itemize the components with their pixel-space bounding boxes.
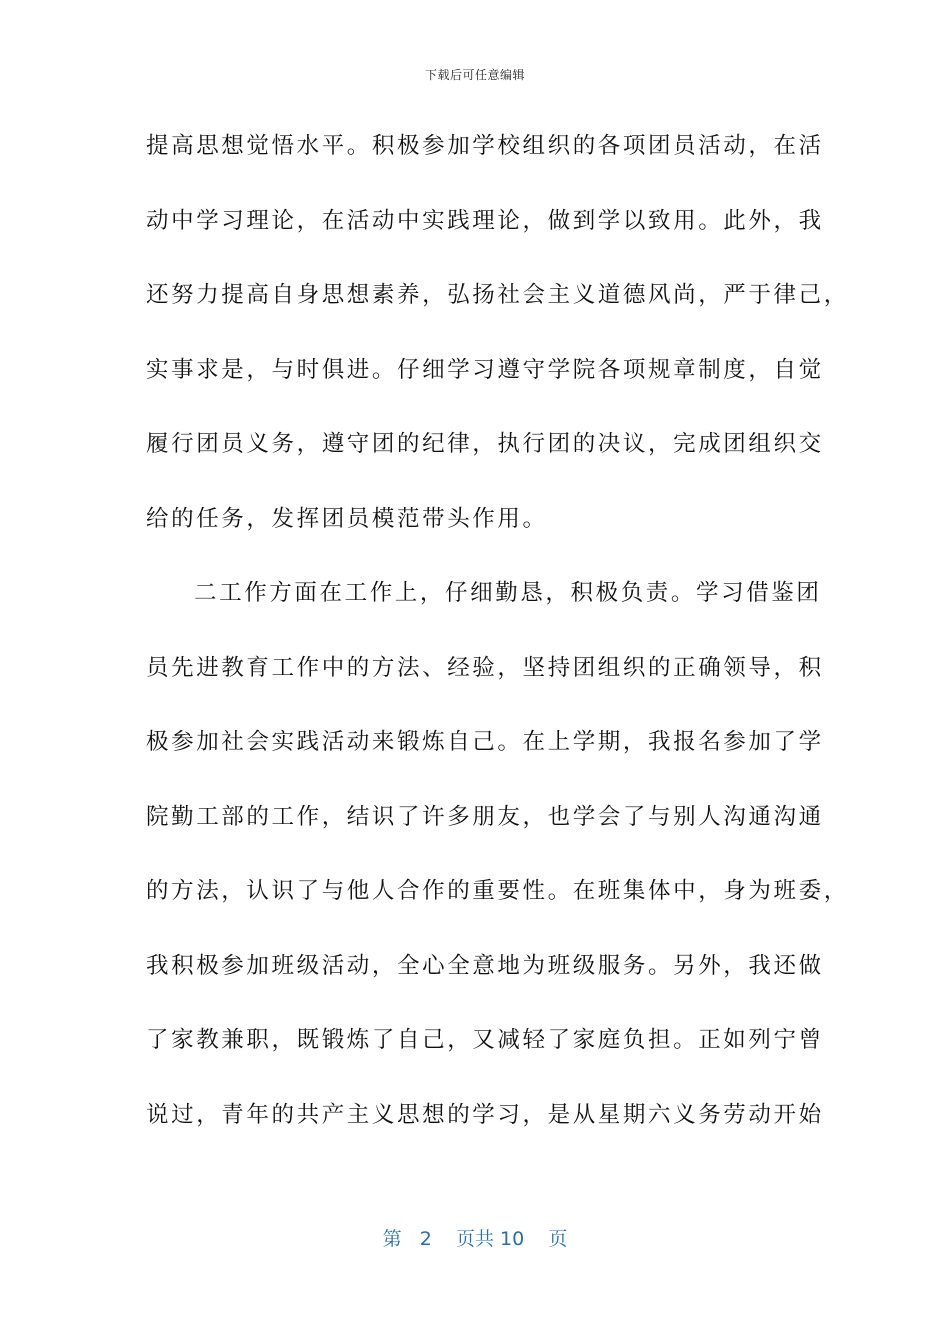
- paragraph-line: 还努力提高自身思想素养，弘扬社会主义道德风尚，严于律己，: [146, 282, 849, 308]
- page-number-footer: [0, 1224, 950, 1251]
- header-note: 下载后可任意编辑: [424, 68, 525, 82]
- page-label-prefix: 第: [382, 1228, 402, 1250]
- total-pages-number: 10: [500, 1228, 525, 1250]
- paragraph-line: 实事求是，与时俱进。仔细学习遵守学院各项规章制度，自觉: [146, 356, 824, 383]
- paragraph-line: 员先进教育工作中的方法、经验，坚持团组织的正确领导，积: [146, 654, 824, 681]
- paragraph-line: 极参加社会实践活动来锻炼自己。在上学期，我报名参加了学: [146, 729, 824, 755]
- paragraph-line: 履行团员义务，遵守团的纪律，执行团的决议，完成团组织交: [146, 431, 824, 457]
- document-body: [146, 120, 849, 1163]
- page-label-middle: 页共: [455, 1228, 494, 1250]
- paragraph-line: 了家教兼职，既锻炼了自己，又减轻了家庭负担。正如列宁曾: [146, 1027, 824, 1053]
- paragraph-line: 院勤工部的工作，结识了许多朋友，也学会了与别人沟通沟通: [146, 803, 824, 830]
- paragraph-line: 我积极参加班级活动，全心全意地为班级服务。另外，我还做: [146, 952, 824, 979]
- page-label-suffix: 页: [548, 1228, 568, 1250]
- paragraph-line: 二工作方面在工作上，仔细勤恳，积极负责。学习借鉴团: [194, 580, 822, 606]
- paragraph-line: 动中学习理论，在活动中实践理论，做到学以致用。此外，我: [146, 207, 824, 234]
- paragraph-line: 提高思想觉悟水平。积极参加学校组织的各项团员活动，在活: [146, 133, 824, 159]
- paragraph-line: 的方法，认识了与他人合作的重要性。在班集体中，身为班委，: [146, 878, 849, 904]
- current-page-number: 2: [419, 1228, 432, 1250]
- paragraph-line: 给的任务，发挥团员模范带头作用。: [146, 505, 548, 532]
- paragraph-line: 说过，青年的共产主义思想的学习，是从星期六义务劳动开始: [146, 1101, 824, 1128]
